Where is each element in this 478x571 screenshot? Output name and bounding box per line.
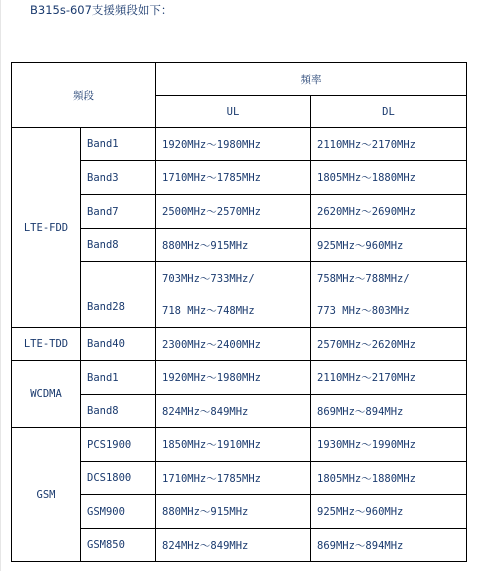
dl-value: 869MHz～894MHz (311, 395, 467, 428)
ul-value: 2500MHz～2570MHz (156, 195, 311, 229)
group-label-lte-tdd: LTE-TDD (12, 328, 81, 361)
ul-value: 1710MHz～1785MHz (156, 161, 311, 195)
group-label-lte-fdd: LTE-FDD (12, 128, 81, 328)
ul-value: 824MHz～849MHz (156, 529, 311, 562)
ul-value: 1920MHz～1980MHz (156, 361, 311, 395)
ul-value-line: 703MHz～733MHz/ (162, 272, 255, 285)
dl-value: 1805MHz～1880MHz (311, 462, 467, 495)
band-name: PCS1900 (81, 428, 156, 462)
band-name: Band7 (81, 195, 156, 229)
table-row (12, 229, 467, 262)
header-frequency: 頻率 (156, 63, 467, 96)
band-name: GSM900 (81, 495, 156, 529)
header-row (12, 63, 467, 96)
dl-value-line: 758MHz～788MHz/ (317, 272, 410, 285)
dl-value: 2570MHz～2620MHz (311, 328, 467, 361)
band-name: Band3 (81, 161, 156, 195)
dl-value: 869MHz～894MHz (311, 529, 467, 562)
ul-value: 2300MHz～2400MHz (156, 328, 311, 361)
table-row (12, 128, 467, 161)
header-dl: DL (311, 96, 467, 128)
table-row (12, 495, 467, 529)
header-band: 頻段 (12, 63, 156, 128)
band-name: GSM850 (81, 529, 156, 562)
table-row (12, 395, 467, 428)
ul-value: 880MHz～915MHz (156, 495, 311, 529)
ul-value: 824MHz～849MHz (156, 395, 311, 428)
dl-value-line: 773 MHz～803MHz (317, 304, 410, 317)
table-row (12, 529, 467, 562)
table-row (12, 195, 467, 229)
table-row (12, 328, 467, 361)
dl-value: 2620MHz～2690MHz (311, 195, 467, 229)
band-name: Band40 (81, 328, 156, 361)
group-label-wcdma: WCDMA (12, 361, 81, 428)
dl-value: 1930MHz～1990MHz (311, 428, 467, 462)
ul-value (156, 262, 311, 328)
dl-value (311, 262, 467, 328)
ul-value-line: 718 MHz～748MHz (162, 304, 255, 317)
intro-text: B315s-607支援頻段如下： (30, 3, 173, 17)
dl-value: 2110MHz～2170MHz (311, 128, 467, 161)
page-left-border (0, 0, 1, 571)
ul-value: 1710MHz～1785MHz (156, 462, 311, 495)
table-row (12, 462, 467, 495)
table-row (12, 428, 467, 462)
ul-value: 1920MHz～1980MHz (156, 128, 311, 161)
band-name: Band1 (81, 128, 156, 161)
table-row (12, 262, 467, 328)
dl-value: 1805MHz～1880MHz (311, 161, 467, 195)
dl-value: 925MHz～960MHz (311, 495, 467, 529)
band-name: Band8 (81, 229, 156, 262)
band-name: Band28 (81, 262, 156, 328)
band-name: DCS1800 (81, 462, 156, 495)
dl-value: 2110MHz～2170MHz (311, 361, 467, 395)
band-name: Band1 (81, 361, 156, 395)
table-row (12, 161, 467, 195)
table-row (12, 361, 467, 395)
ul-value: 880MHz～915MHz (156, 229, 311, 262)
header-ul: UL (156, 96, 311, 128)
frequency-band-table (11, 62, 467, 562)
band-name: Band8 (81, 395, 156, 428)
group-label-gsm: GSM (12, 428, 81, 562)
ul-value: 1850MHz～1910MHz (156, 428, 311, 462)
dl-value: 925MHz～960MHz (311, 229, 467, 262)
